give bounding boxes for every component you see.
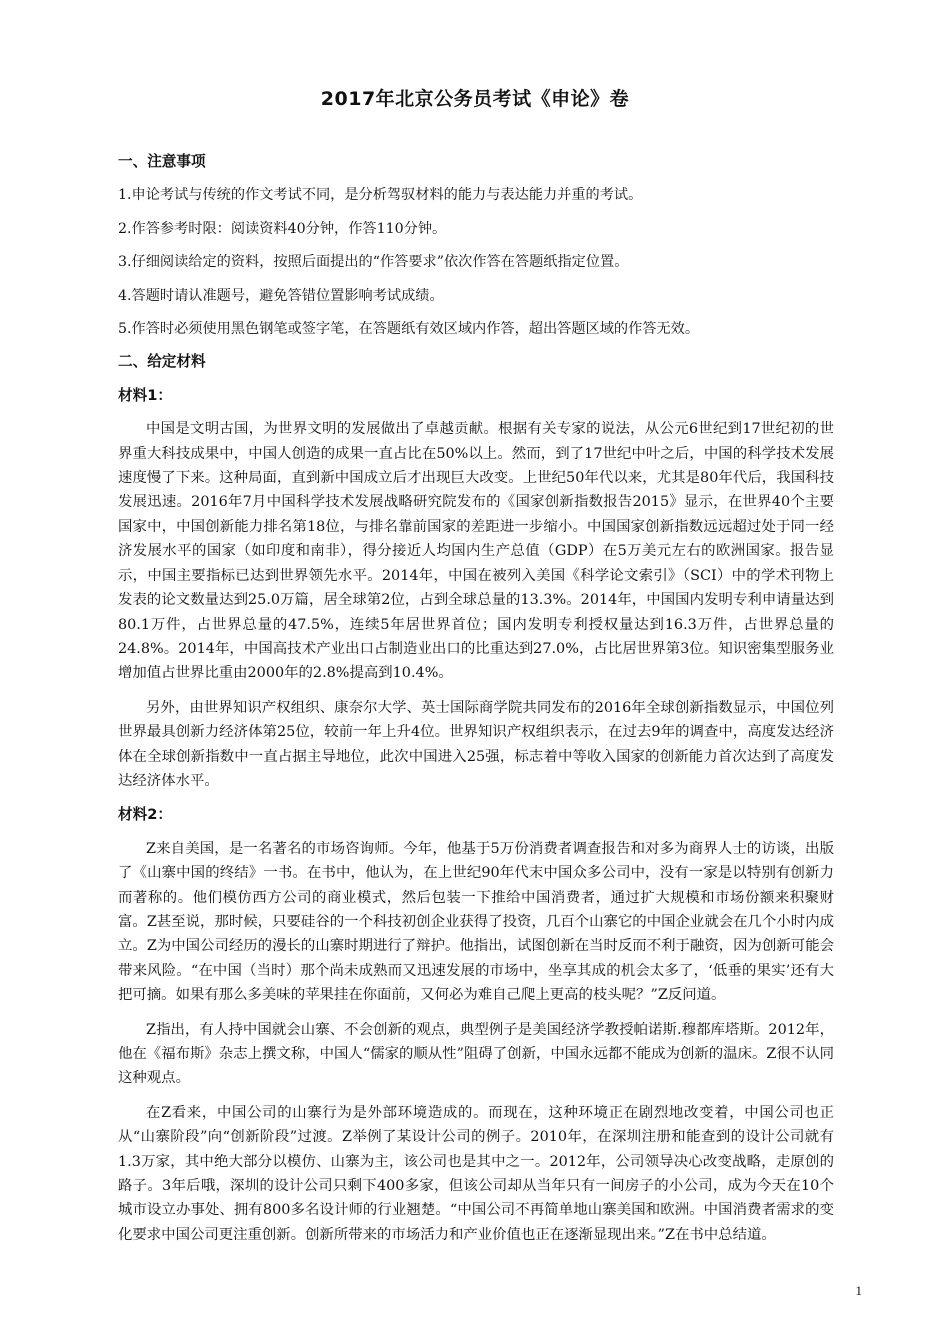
notice-item-1: 1.申论考试与传统的作文考试不同，是分析驾驭材料的能力与表达能力并重的考试。 <box>118 187 643 204</box>
material-2-paragraph-3: 在Z看来，中国公司的山寨行为是外部环境造成的。而现在，这种环境正在剧烈地改变着，中国公司也正从“山寨阶段”向“创新阶段”过渡。Z举例了某设计公司的例子。2010年，在深圳注册和能查到的设计公司就有1.3万家，其中绝大部分以模仿、山寨为主，该公司也是其中之一。2012年，公司领导决心改变战略，走原创的路子。3年后哦，深圳的设计公司只剩下400多家，但该公司却从当年只有一间房子的小公司，成为今天在10个城市设立办事处、拥有800多名设计师的行业翘楚。“中国公司不再简单地山寨美国和欧洲。中国消费者需求的变化要求中国公司更注重创新。创新所带来的市场活力和产业价值也正在逐渐显现出来。”Z在书中总结道。 <box>118 1104 834 1243</box>
section-heading-notice: 一、注意事项 <box>118 153 206 170</box>
page-number: 1 <box>855 1283 862 1298</box>
notice-item-4: 4.答题时请认准题号，避免答错位置影响考试成绩。 <box>118 287 444 304</box>
material-1-label: 材料1： <box>118 386 172 404</box>
material-2-label: 材料2： <box>118 806 172 824</box>
material-1-paragraph-2: 另外，由世界知识产权组织、康奈尔大学、英士国际商学院共同发布的2016年全球创新指数显示，中国位列世界最具创新力经济体第25位，较前一年上升4位。世界知识产权组织表示，在过去9年的调查中，高度发达经济体在全球创新指数中一直占据主导地位，此次中国进入25强，标志着中等收入国家的创新能力首次达到了高度发达经济体水平。 <box>118 699 834 789</box>
material-2-paragraph-2: Z指出，有人持中国就会山寨、不会创新的观点，典型例子是美国经济学教授帕诺斯.穆都库塔斯。2012年，他在《福布斯》杂志上撰文称，中国人“儒家的顺从性”阻碍了创新，中国永远都不能成为创新的温床。Z很不认同这种观点。 <box>118 1021 834 1087</box>
notice-item-2: 2.作答参考时限：阅读资料40分钟，作答110分钟。 <box>118 220 447 237</box>
section-heading-materials: 二、给定材料 <box>118 353 206 371</box>
material-1-paragraph-1: 中国是文明古国，为世界文明的发展做出了卓越贡献。根据有关专家的说法，从公元6世纪到17世纪初的世界重大科技成果中，中国人创造的成果一直占比在50%以上。然而，到了17世纪中叶之后，中国的科学技术发展速度慢了下来。这种局面，直到新中国成立后才出现巨大改变。上世纪50年代以来，尤其是80年代后，我国科技发展迅速。2016年7月中国科学技术发展战略研究院发布的《国家创新指数报告2015》显示，在世界40个主要国家中，中国创新能力排名第18位，与排名靠前国家的差距进一步缩小。中国国家创新指数远远超过处于同一经济发展水平的国家（如印度和南非），得分接近人均国内生产总值（GDP）在5万美元左右的欧洲国家。报告显示，中国主要指标已达到世界领先水平。2014年，中国在被列入美国《科学论文索引》（SCI）中的学术刊物上发表的论文数量达到25.0万篇，居全球第2位，占到全球总量的13.3%。2014年，中国国内发明专利申请量达到80.1万件，占世界总量的47.5%，连续5年居世界首位；国内发明专利授权量达到16.3万件，占世界总量的24.8%。2014年，中国高技术产业出口占制造业出口的比重达到27.0%，占比居世界第3位。知识密集型服务业增加值占世界比重由2000年的2.8%提高到10.4%。 <box>118 421 834 682</box>
page-title: 2017年北京公务员考试《申论》卷 <box>320 88 630 110</box>
notice-item-3: 3.仔细阅读给定的资料，按照后面提出的“作答要求”依次作答在答题纸指定位置。 <box>118 254 629 271</box>
material-2-paragraph-1: Z来自美国，是一名著名的市场咨询师。今年，他基于5万份消费者调查报告和对多为商界人士的访谈，出版了《山寨中国的终结》一书。在书中，他认为，在上世纪90年代末中国众多公司中，没有一家是以特别有创新力而著称的。他们模仿西方公司的商业模式，然后包装一下推给中国消费者，通过扩大规模和市场份额来积聚财富。Z甚至说，那时候，只要硅谷的一个科技初创企业获得了投资，几百个山寨它的中国企业就会在几个小时内成立。Z为中国公司经历的漫长的山寨时期进行了辩护。他指出，试图创新在当时反而不利于融资，因为创新可能会带来风险。“在中国（当时）那个尚未成熟而又迅速发展的市场中，坐享其成的机会太多了，‘低垂的果实’还有大把可摘。如果有那么多美味的苹果挂在你面前，又何必为难自己爬上更高的枝头呢？”Z反问道。 <box>118 840 834 1004</box>
notice-item-5: 5.作答时必须使用黑色钢笔或签字笔，在答题纸有效区域内作答，超出答题区域的作答无效。 <box>118 321 700 338</box>
document-body <box>118 150 834 1257</box>
